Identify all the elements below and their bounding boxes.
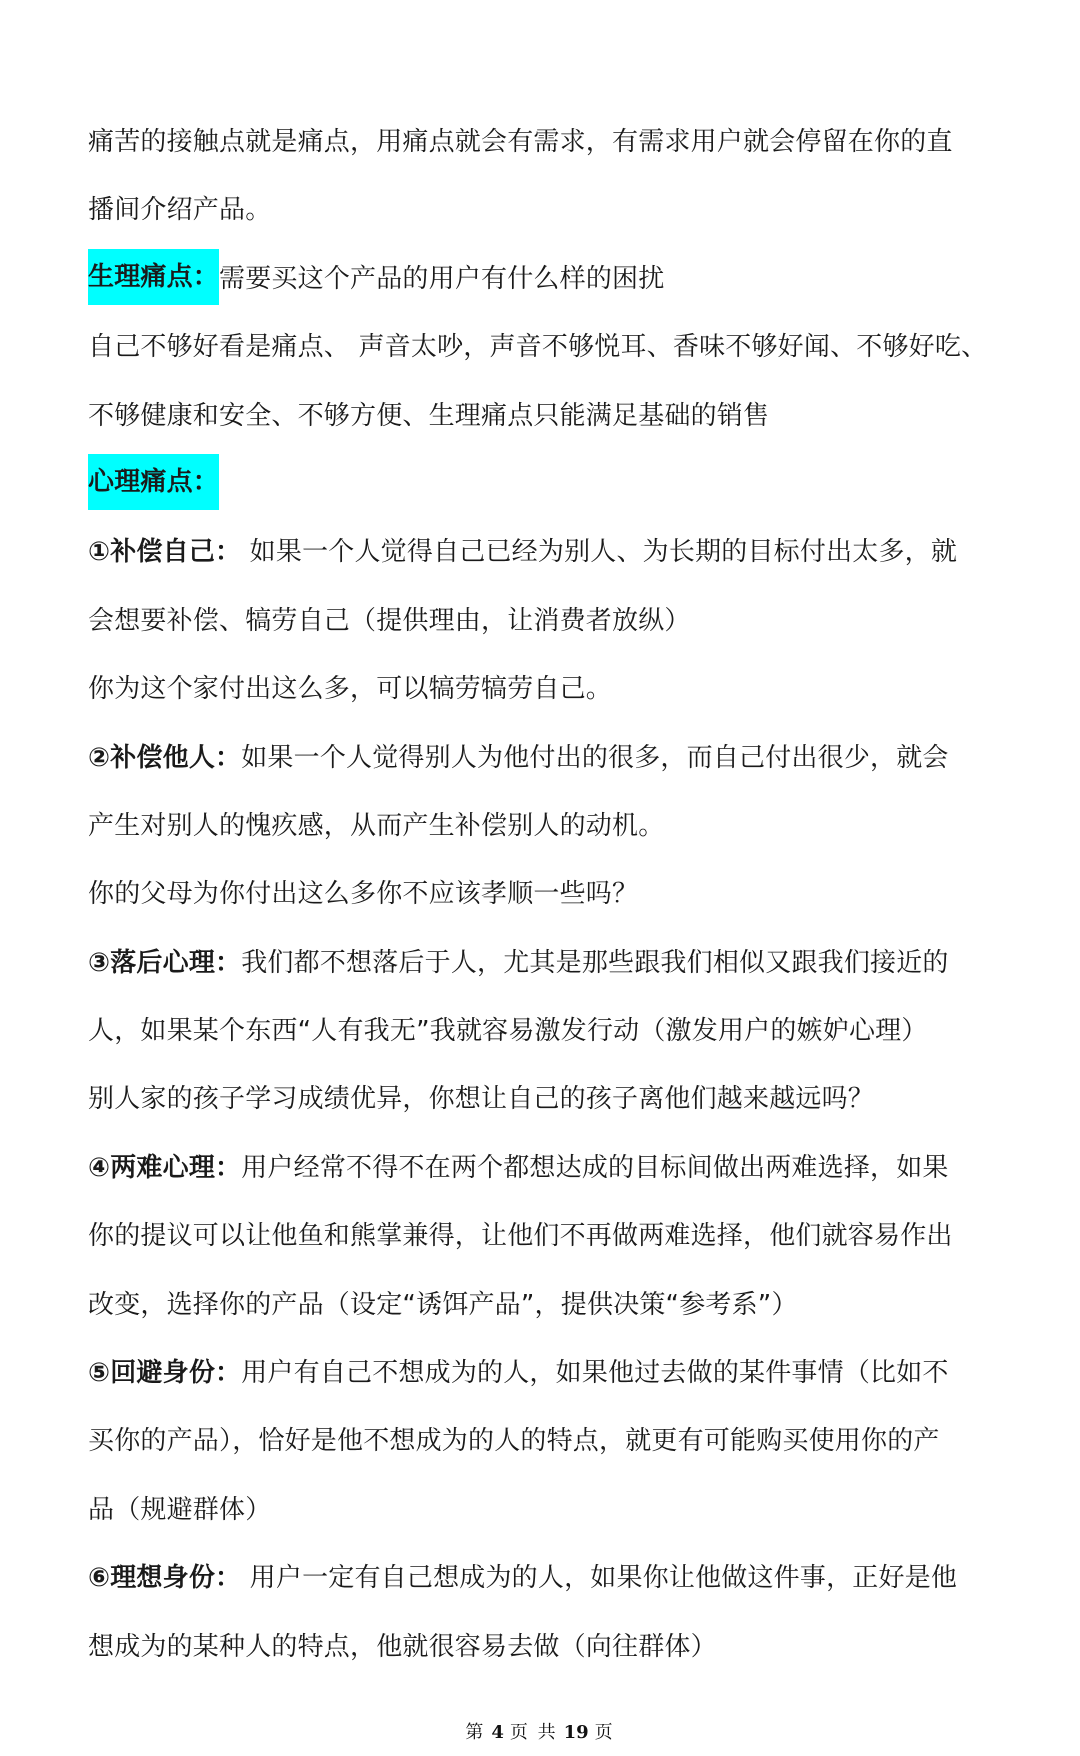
paragraph-line: 产生对别人的愧疚感，从而产生补偿别人的动机。 (88, 810, 665, 841)
document-body (88, 108, 998, 1681)
item-line (88, 724, 998, 792)
highlighted-heading: 生理痛点： (88, 249, 219, 305)
paragraph-line: 你为这个家付出这么多，可以犒劳犒劳自己。 (88, 674, 613, 705)
item-line (88, 1544, 998, 1612)
total-page-number: 19 (563, 1722, 589, 1743)
paragraph-line: 别人家的孩子学习成绩优异，你想让自己的孩子离他们越来越远吗？ (88, 1084, 875, 1115)
paragraph-line: 播间介绍产品。 (88, 195, 272, 226)
page-footer (0, 1718, 1080, 1744)
paragraph-line: 自己不够好看是痛点、 声音太吵，声音不够悦耳、香味不够好闻、不够好吃、 (88, 332, 988, 363)
paragraph-line: 痛苦的接触点就是痛点，用痛点就会有需求，有需求用户就会停留在你的直 (88, 127, 953, 157)
highlighted-heading: 心理痛点： (88, 454, 219, 510)
heading-text: 需要买这个产品的用户有什么样的困扰 (219, 263, 665, 294)
item-line (88, 1339, 998, 1407)
item-line (88, 929, 998, 997)
item-line (88, 518, 998, 586)
paragraph-line: 品（规避群体） (88, 1494, 272, 1525)
footer-mid: 页 共 (509, 1722, 558, 1743)
item-text: 用户经常不得不在两个都想达成的目标间做出两难选择，如果 (241, 1152, 949, 1183)
item-text: 我们都不想落后于人，尤其是那些跟我们相似又跟我们接近的 (241, 947, 949, 978)
item-heading: ⑤回避身份： (88, 1358, 242, 1389)
item-heading: ②补偿他人： (88, 742, 242, 773)
footer-prefix: 第 (465, 1722, 486, 1743)
section-psychological (88, 450, 998, 518)
footer-suffix: 页 (594, 1722, 615, 1743)
section-physiological (88, 245, 998, 313)
item-text: 用户一定有自己想成为的人，如果你让他做这件事，正好是他 (241, 1563, 958, 1594)
paragraph-line: 人，如果某个东西“人有我无”我就容易激发行动（激发用户的嫉妒心理） (88, 1016, 928, 1047)
item-text: 用户有自己不想成为的人，如果他过去做的某件事情（比如不 (241, 1358, 949, 1389)
current-page-number: 4 (491, 1722, 504, 1743)
paragraph-line: 会想要补偿、犒劳自己（提供理由，让消费者放纵） (88, 605, 691, 636)
item-heading: ③落后心理： (88, 947, 242, 978)
item-heading: ④两难心理： (88, 1152, 242, 1183)
item-text: 如果一个人觉得别人为他付出的很多，而自己付出很少，就会 (241, 742, 949, 773)
paragraph-line: 买你的产品），恰好是他不想成为的人的特点，就更有可能购买使用你的产 (88, 1426, 940, 1457)
paragraph-line: 不够健康和安全、不够方便、生理痛点只能满足基础的销售 (88, 400, 770, 431)
item-text: 如果一个人觉得自己已经为别人、为长期的目标付出太多，就 (241, 537, 958, 568)
paragraph-line: 想成为的某种人的特点，他就很容易去做（向往群体） (88, 1631, 717, 1662)
paragraph-line: 你的提议可以让他鱼和熊掌兼得，让他们不再做两难选择，他们就容易作出 (88, 1221, 953, 1252)
item-line (88, 1134, 998, 1202)
paragraph-line: 你的父母为你付出这么多你不应该孝顺一些吗？ (88, 879, 639, 910)
paragraph-line: 改变，选择你的产品（设定“诱饵产品”，提供决策“参考系”） (88, 1289, 798, 1320)
item-heading: ⑥理想身份： (88, 1563, 242, 1594)
item-heading: ①补偿自己： (88, 537, 242, 568)
